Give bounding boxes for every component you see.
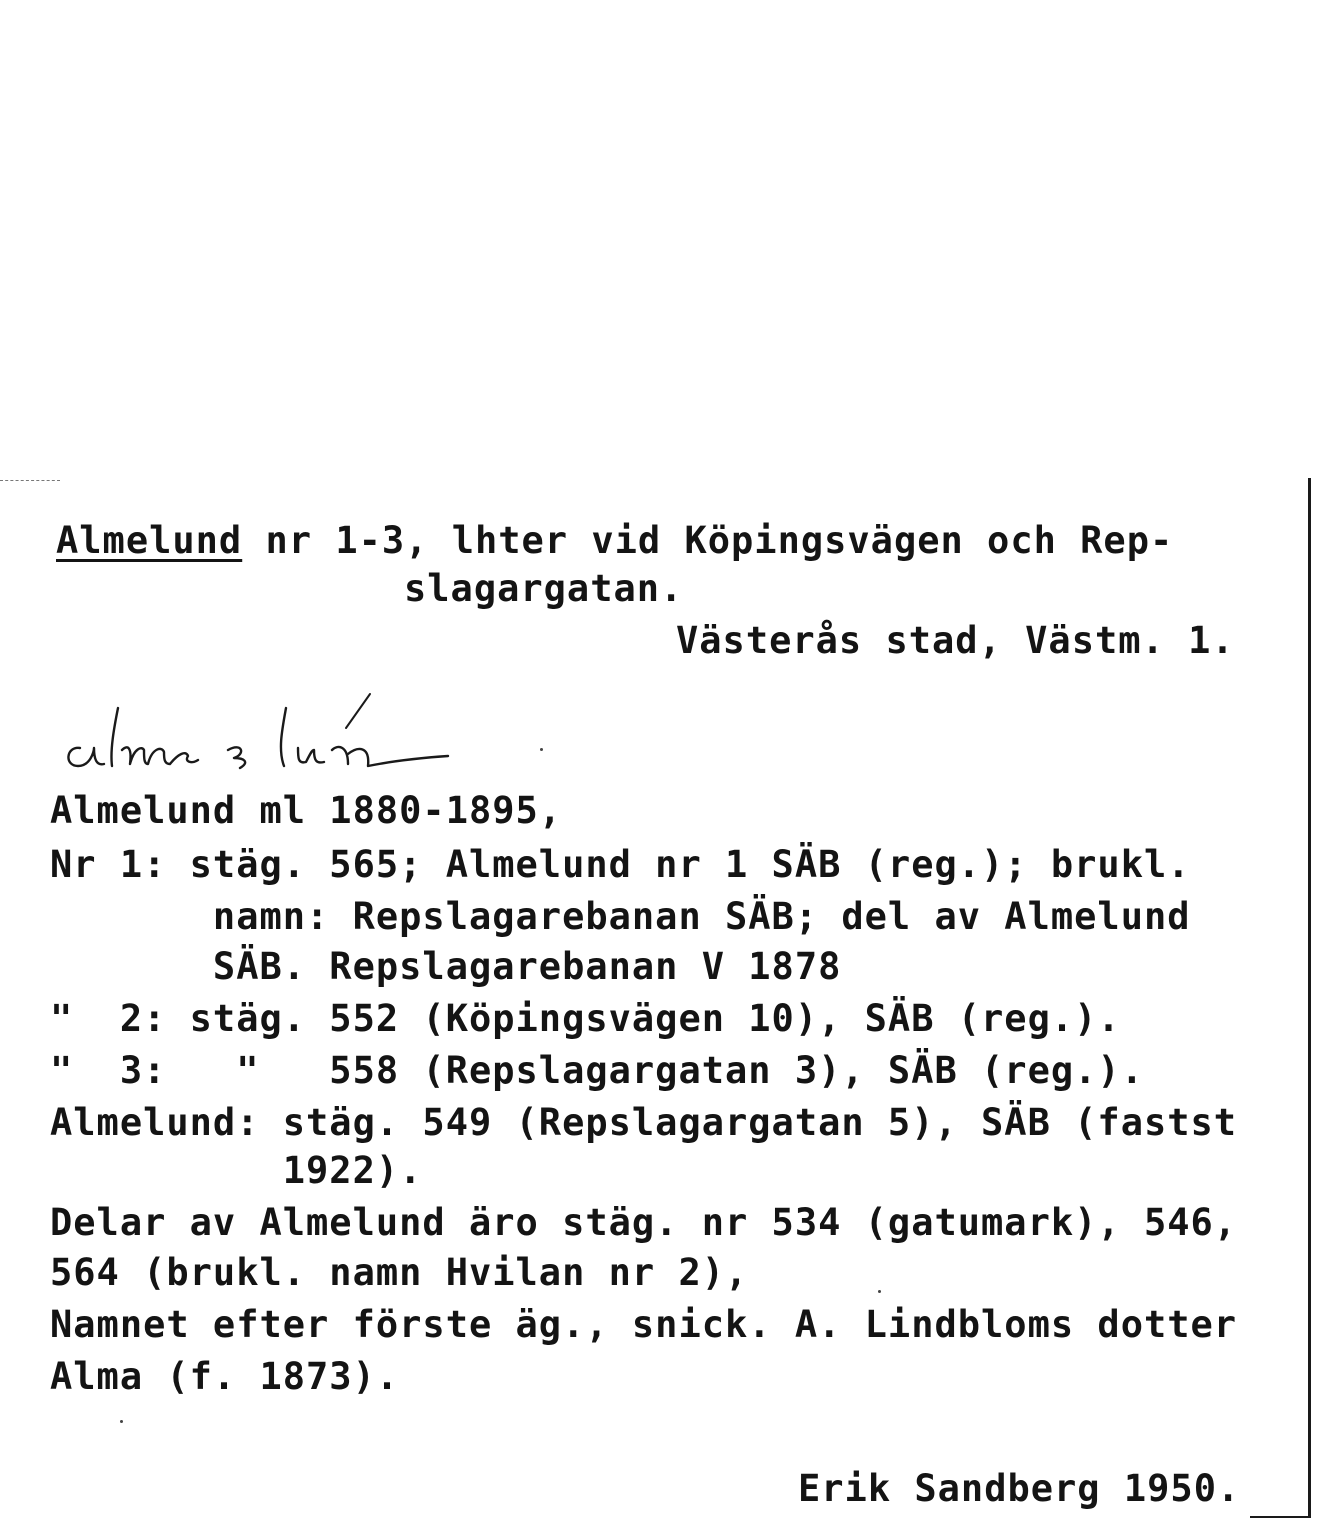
body-line: Almelund: stäg. 549 (Repslagargatan 5), SÄB (fastst [50, 1101, 1238, 1144]
scan-speck [878, 1290, 881, 1293]
body-line: 1922). [50, 1149, 423, 1192]
signature: Erik Sandberg 1950. [798, 1467, 1241, 1510]
body-line: SÄB. Repslagarebanan V 1878 [50, 945, 842, 988]
body-line: " 3: " 558 (Repslagargatan 3), SÄB (reg.). [50, 1049, 1144, 1092]
body-line: " 2: stäg. 552 (Köpingsvägen 10), SÄB (reg.). [50, 997, 1121, 1040]
scan-speck [120, 1420, 123, 1423]
body-line: Nr 1: stäg. 565; Almelund nr 1 SÄB (reg.); brukl. [50, 843, 1191, 886]
heading-continuation: slagargatan. [404, 567, 684, 610]
handwritten-note [58, 688, 498, 778]
body-line: namn: Repslagarebanan SÄB; del av Almelund [50, 895, 1191, 938]
card-bottom-edge [1250, 1516, 1311, 1518]
scan-speck [540, 748, 543, 751]
body-line: Namnet efter förste äg., snick. A. Lindbloms dotter [50, 1303, 1238, 1346]
body-line: 564 (brukl. namn Hvilan nr 2), [50, 1251, 749, 1294]
card-right-edge [1308, 478, 1311, 1518]
entry-name: Almelund [56, 519, 243, 562]
heading-text: nr 1-3, lhter vid Köpingsvägen och Rep- [242, 519, 1174, 562]
body-line: Almelund ml 1880-1895, [50, 789, 563, 832]
heading-line [56, 520, 1173, 562]
body-line: Alma (f. 1873). [50, 1355, 400, 1398]
card-top-edge [0, 480, 60, 481]
location-line: Västerås stad, Västm. 1. [676, 619, 1235, 662]
body-line: Delar av Almelund äro stäg. nr 534 (gatumark), 546, [50, 1201, 1238, 1244]
